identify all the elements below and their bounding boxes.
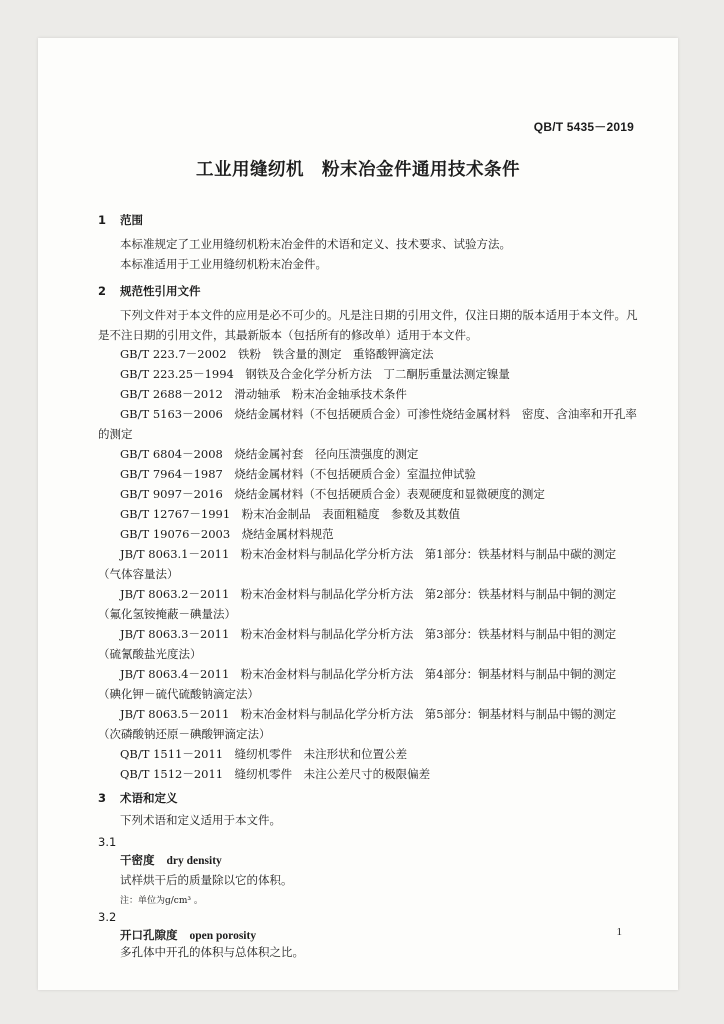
term-english: open porosity (189, 930, 257, 942)
scope-paragraph-1: 本标准规定了工业用缝纫机粉末冶金件的术语和定义、技术要求、试验方法。 (120, 237, 511, 251)
reference-item: JB/T 8063.2－2011 粉末冶金材料与制品化学分析方法 第2部分：铁基材料与制品中铜的测定（氟化氢铵掩蔽－碘量法） (98, 587, 617, 621)
reference-item: JB/T 8063.4－2011 粉末冶金材料与制品化学分析方法 第4部分：铜基材料与制品中铜的测定（碘化钾－硫代硫酸钠滴定法） (98, 667, 617, 701)
reference-item: JB/T 8063.3－2011 粉末冶金材料与制品化学分析方法 第3部分：铁基材料与制品中钼的测定（硫氰酸盐光度法） (98, 627, 617, 661)
section-number: 1 (98, 213, 107, 227)
reference-item: JB/T 8063.1－2011 粉末冶金材料与制品化学分析方法 第1部分：铁基材料与制品中碳的测定（气体容量法） (98, 547, 617, 581)
term-chinese: 开口孔隙度 (120, 928, 178, 942)
section-title: 术语和定义 (120, 791, 178, 805)
references-intro: 下列文件对于本文件的应用是必不可少的。凡是注日期的引用文件，仅注日期的版本适用于本文件。凡是不注日期的引用文件，其最新版本（包括所有的修改单）适用于本文件。 (98, 308, 638, 342)
section-number: 2 (98, 284, 107, 298)
reference-item: GB/T 223.25－1994 钢铁及合金化学分析方法 丁二酮肟重量法测定镍量 (120, 367, 510, 381)
reference-item: GB/T 6804－2008 烧结金属衬套 径向压溃强度的测定 (120, 447, 419, 461)
term-note: 注：单位为g/cm³ 。 (120, 896, 203, 906)
reference-item: GB/T 223.7－2002 铁粉 铁含量的测定 重铬酸钾滴定法 (120, 347, 434, 361)
reference-item: GB/T 7964－1987 烧结金属材料（不包括硬质合金）室温拉伸试验 (120, 467, 476, 481)
term-definition: 多孔体中开孔的体积与总体积之比。 (120, 945, 304, 959)
term-chinese: 干密度 (120, 853, 155, 867)
standard-code: QB/T 5435－2019 (533, 120, 634, 134)
reference-item: GB/T 19076－2003 烧结金属材料规范 (120, 527, 334, 541)
reference-item: QB/T 1512－2011 缝纫机零件 未注公差尺寸的极限偏差 (120, 767, 431, 781)
reference-item: GB/T 12767－1991 粉末冶金制品 表面粗糙度 参数及其数值 (120, 507, 461, 521)
term-definition: 试样烘干后的质量除以它的体积。 (120, 873, 293, 887)
reference-item: GB/T 9097－2016 烧结金属材料（不包括硬质合金）表观硬度和显微硬度的测定 (120, 487, 545, 501)
term-heading (120, 927, 256, 943)
term-english: dry density (166, 855, 222, 867)
section-number: 3 (98, 791, 107, 805)
term-number: 3.1 (98, 835, 117, 849)
term-number: 3.2 (98, 910, 117, 924)
page-number: 1 (616, 926, 622, 938)
section-2-heading (98, 283, 201, 299)
reference-item: GB/T 5163－2006 烧结金属材料（不包括硬质合金）可渗性烧结金属材料 密度、含油率和开孔率的测定 (98, 407, 637, 441)
scope-paragraph-2: 本标准适用于工业用缝纫机粉末冶金件。 (120, 257, 327, 271)
page-title: 工业用缝纫机 粉末冶金件通用技术条件 (196, 160, 520, 180)
section-title: 规范性引用文件 (120, 284, 201, 298)
terms-intro: 下列术语和定义适用于本文件。 (120, 813, 281, 827)
reference-item: JB/T 8063.5－2011 粉末冶金材料与制品化学分析方法 第5部分：铜基材料与制品中锡的测定（次磷酸钠还原－碘酸钾滴定法） (98, 707, 617, 741)
section-1-heading (98, 212, 143, 228)
term-heading (120, 852, 222, 868)
document-page (38, 38, 678, 990)
reference-item: GB/T 2688－2012 滑动轴承 粉末冶金轴承技术条件 (120, 387, 407, 401)
reference-item: QB/T 1511－2011 缝纫机零件 未注形状和位置公差 (120, 747, 408, 761)
section-3-heading (98, 790, 178, 806)
section-title: 范围 (120, 213, 143, 227)
